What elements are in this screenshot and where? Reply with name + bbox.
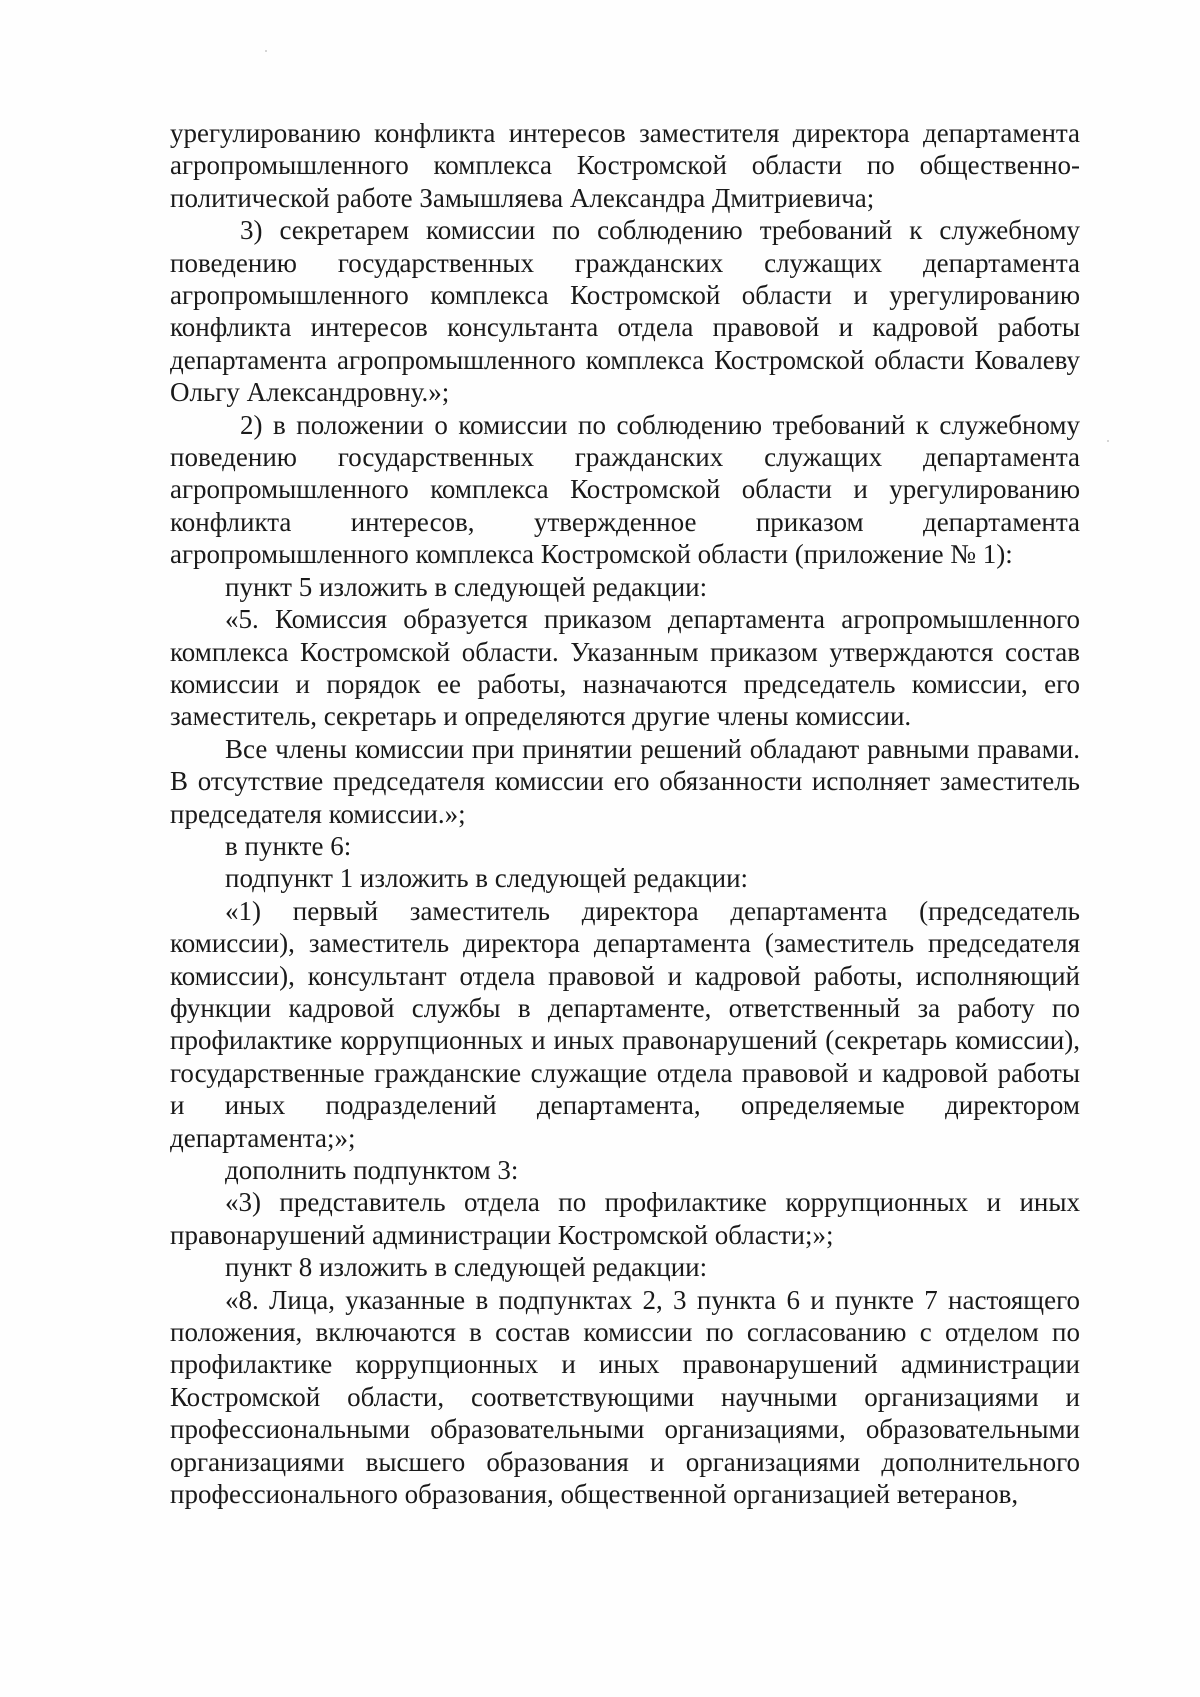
paragraph-item-3-secretary: 3) секретарем комиссии по соблюдению требований к служебному поведению государственных гражданских служащих департамента агропромышленного комплекса Костромской области и урегулированию конфликта интересов консультанта отдела правовой и кадровой работы департамента агропромышленного комплекса Костромской области Ковалеву Ольгу Александровну.»;	[170, 215, 1080, 408]
paragraph-point-8-intro: пункт 8 изложить в следующей редакции:	[225, 1252, 708, 1283]
paragraph-item-2-regulation: 2) в положении о комиссии по соблюдению требований к служебному поведению государственных гражданских служащих департамента агропромышленного комплекса Костромской области и урегулированию конфликта интересов, утвержденное приказом департамента агропромышленного комплекса Костромской области (приложение № 1):	[170, 409, 1080, 570]
document-body	[170, 117, 1080, 1510]
scan-speck	[265, 50, 267, 52]
paragraph-point-5-text: «5. Комиссия образуется приказом департамента агропромышленного комплекса Костромской области. Указанным приказом утверждаются состав комиссии и порядок ее работы, назначаются председатель комиссии, его заместитель, секретарь и определяются другие члены комиссии.	[170, 604, 1080, 732]
paragraph-subpoint-3-text: «3) представитель отдела по профилактике коррупционных и иных правонарушений администрации Костромской области;»;	[170, 1187, 1080, 1250]
scan-speck	[1107, 440, 1109, 442]
paragraph-subpoint-3-intro: дополнить подпунктом 3:	[225, 1155, 519, 1185]
paragraph-point-5-intro: пункт 5 изложить в следующей редакции:	[225, 571, 708, 602]
paragraph-point-8-text: «8. Лица, указанные в подпунктах 2, 3 пункта 6 и пункте 7 настоящего положения, включаются в состав комиссии по согласованию с отделом по профилактике коррупционных и иных правонарушений администрации Костромской области, соответствующими научными организациями и профессиональными образовательными организациями, образовательными организациями высшего образования и организациями дополнительного профессионального образования, общественной организацией ветеранов,	[170, 1284, 1080, 1510]
paragraph-subpoint-1-text: «1) первый заместитель директора департамента (председатель комиссии), заместитель директора департамента (заместитель председателя комиссии), консультант отдела правовой и кадровой работы, исполняющий функции кадровой службы в департаменте, ответственный за работу по профилактике коррупционных и иных правонарушений (секретарь комиссии), государственные гражданские служащие отдела правовой и кадровой работы и иных подразделений департамента, определяемые директором департамента;»;	[170, 895, 1080, 1153]
paragraph-continuation: урегулированию конфликта интересов заместителя директора департамента агропромышленного комплекса Костромской области по общественно-политической работе Замышляева Александра Дмитриевича;	[170, 118, 1080, 213]
paragraph-subpoint-1-intro: подпункт 1 изложить в следующей редакции:	[225, 863, 749, 894]
paragraph-point-6-intro: в пункте 6:	[225, 830, 352, 861]
paragraph-members-rights: Все члены комиссии при принятии решений обладают равными правами. В отсутствие председателя комиссии его обязанности исполняет заместитель председателя комиссии.»;	[170, 733, 1080, 829]
